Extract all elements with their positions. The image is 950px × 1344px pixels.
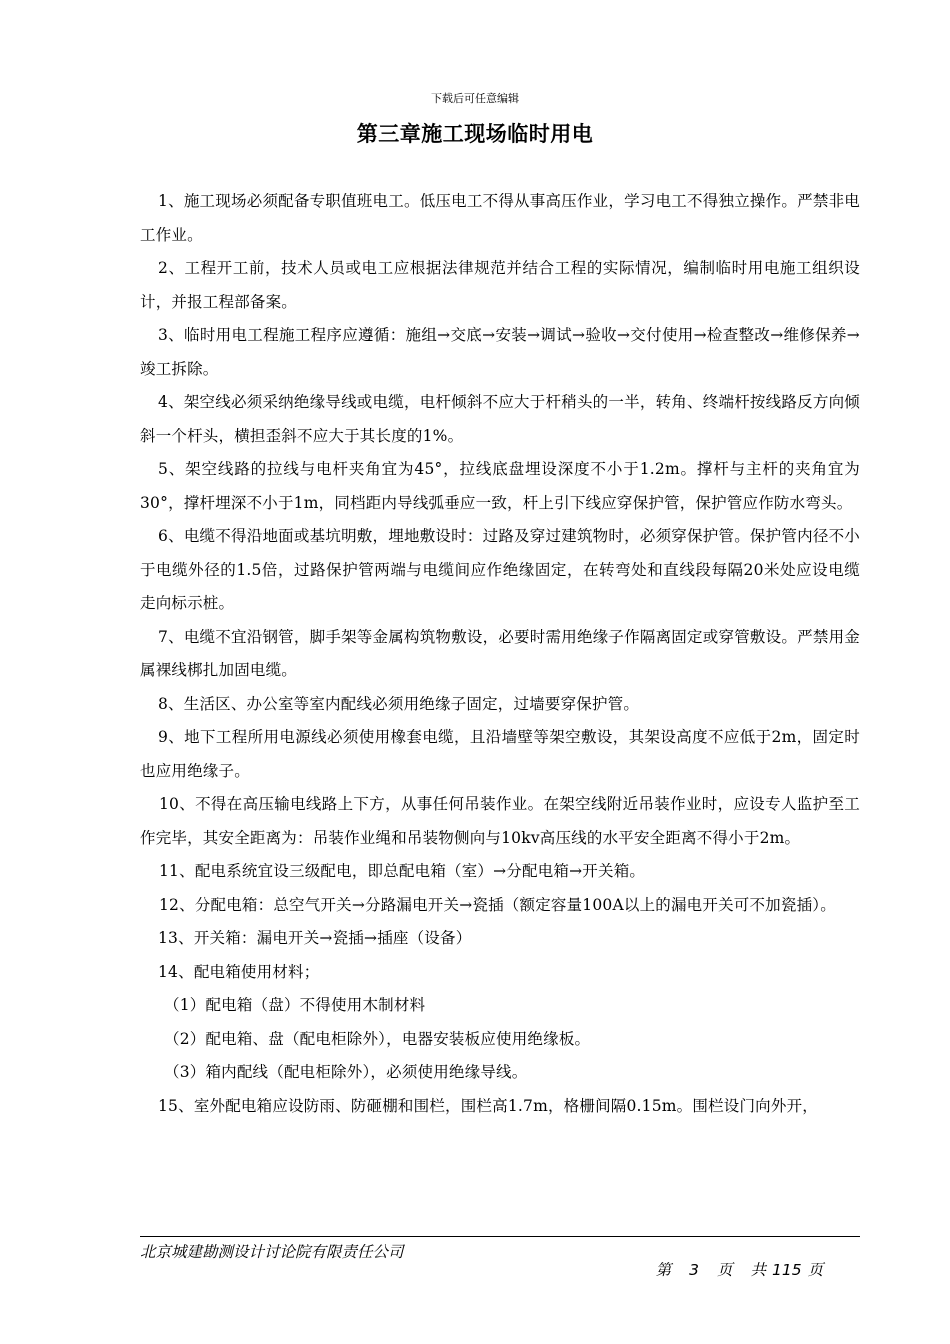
paragraph-14-item-1: （1）配电箱（盘）不得使用木制材料 bbox=[164, 996, 426, 1014]
paragraph-2: 2、工程开工前，技术人员或电工应根据法律规范并结合工程的实际情况，编制临时用电施工组织设计，并报工程部备案。 bbox=[140, 259, 860, 311]
paragraph-15: 15、室外配电箱应设防雨、防砸棚和围栏，围栏高1.7m，格栅间隔0.15m。围栏设门向外开， bbox=[158, 1096, 818, 1115]
paragraph-14-item-2: （2）配电箱、盘（配电柜除外），电器安装板应使用绝缘板。 bbox=[164, 1029, 591, 1048]
paragraph-1: 1、施工现场必须配备专职值班电工。低压电工不得从事高压作业，学习电工不得独立操作。严禁非电工作业。 bbox=[140, 192, 860, 244]
paragraph-13: 13、开关箱：漏电开关→瓷插→插座（设备） bbox=[158, 929, 472, 947]
page-current: 3 bbox=[689, 1261, 699, 1279]
paragraph-5: 5、架空线路的拉线与电杆夹角宜为45°，拉线底盘埋设深度不小于1.2m。撑杆与主杆的夹角宜为30°，撑杆埋深不小于1m，同档距内导线弧垂应一致，杆上引下线应穿保护管，保护管应作防水弯头。 bbox=[140, 460, 860, 512]
paragraph-9: 9、地下工程所用电源线必须使用橡套电缆，且沿墙壁等架空敷设，其架设高度不应低于2m，固定时也应用绝缘子。 bbox=[140, 728, 860, 780]
page-mid: 页 bbox=[716, 1261, 733, 1279]
paragraph-7: 7、电缆不宜沿钢管，脚手架等金属构筑物敷设，必要时需用绝缘子作隔离固定或穿管敷设。严禁用金属裸线梆扎加固电缆。 bbox=[140, 627, 860, 679]
paragraph-12: 12、分配电箱：总空气开关→分路漏电开关→瓷插（额定容量100A以上的漏电开关可不加瓷插）。 bbox=[159, 895, 836, 914]
page-total: 115 bbox=[771, 1261, 802, 1279]
paragraph-11: 11、配电系统宜设三级配电，即总配电箱（室）→分配电箱→开关箱。 bbox=[159, 862, 646, 880]
page-suffix: 页 bbox=[807, 1261, 824, 1279]
document-body bbox=[140, 185, 860, 1123]
page-prefix: 第 bbox=[655, 1261, 672, 1279]
paragraph-3: 3、临时用电工程施工程序应遵循：施组→交底→安装→调试→验收→交付使用→检查整改→维修保养→竣工拆除。 bbox=[140, 326, 860, 378]
paragraph-4: 4、架空线必须采纳绝缘导线或电缆，电杆倾斜不应大于杆稍头的一半，转角、终端杆按线路反方向倾斜一个杆头，横担歪斜不应大于其长度的1%。 bbox=[140, 393, 860, 445]
header-note: 下载后可任意编辑 bbox=[431, 92, 519, 105]
footer-page-number bbox=[626, 1240, 823, 1298]
paragraph-10: 10、不得在高压输电线路上下方，从事任何吊装作业。在架空线附近吊装作业时，应设专人监护至工作完毕，其安全距离为：吊装作业绳和吊装物侧向与10kv高压线的水平安全距离不得小于2m。 bbox=[140, 795, 860, 847]
paragraph-14-item-3: （3）箱内配线（配电柜除外），必须使用绝缘导线。 bbox=[164, 1063, 528, 1081]
paragraph-6: 6、电缆不得沿地面或基坑明敷，埋地敷设时：过路及穿过建筑物时，必须穿保护管。保护管内径不小于电缆外径的1.5倍，过路保护管两端与电缆间应作绝缘固定，在转弯处和直线段每隔20米处应设电缆走向标示桩。 bbox=[140, 527, 860, 612]
paragraph-8: 8、生活区、办公室等室内配线必须用绝缘子固定，过墙要穿保护管。 bbox=[158, 694, 640, 713]
paragraph-14: 14、配电箱使用材料； bbox=[158, 962, 320, 981]
page-footer bbox=[140, 1236, 860, 1279]
chapter-title: 第三章施工现场临时用电 bbox=[356, 121, 594, 146]
page-total-prefix: 共 bbox=[750, 1261, 766, 1279]
footer-company: 北京城建勘测设计讨论院有限责任公司 bbox=[140, 1243, 404, 1261]
